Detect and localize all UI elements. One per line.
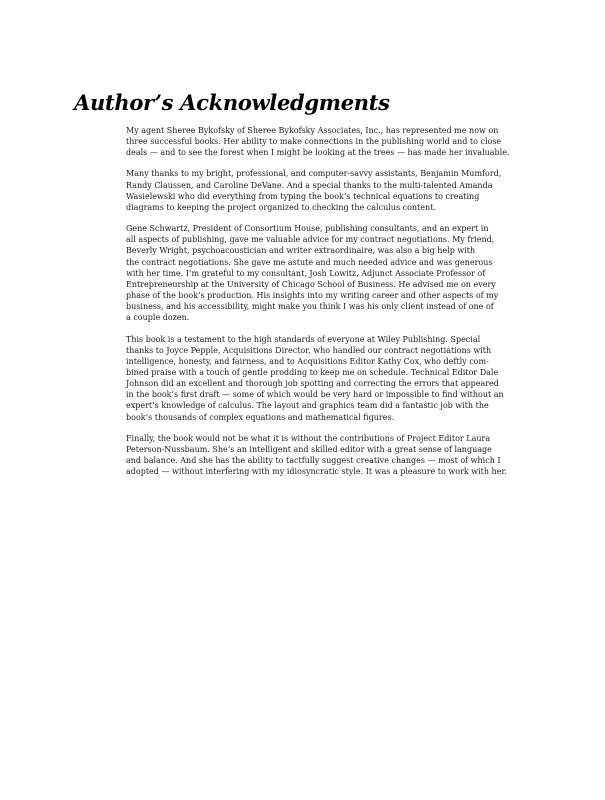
text-line: business, and his accessibility, might make you think I was his only client instead of one of (126, 302, 494, 312)
paragraph-project-editor (126, 433, 536, 478)
text-line: phase of the book’s production. His insights into my writing career and other aspects of my (126, 291, 499, 301)
acknowledgments-body (126, 125, 536, 487)
paragraph-assistants (126, 168, 536, 213)
text-line: My agent Sheree Bykofsky of Sheree Bykofsky Associates, Inc., has represented me now on (126, 126, 499, 135)
paragraph-wiley (126, 334, 536, 423)
text-line: Finally, the book would not be what it is without the contributions of Project Editor Laura (126, 433, 491, 443)
text-line: Many thanks to my bright, professional, and computer-savvy assistants, Benjamin Mumford, (126, 169, 502, 179)
text-line: thanks to Joyce Pepple, Acquisitions Director, who handled our contract negotiations with (126, 345, 492, 355)
text-line: diagrams to keeping the project organized to checking the calculus content. (126, 202, 436, 212)
text-line: with her time. I’m grateful to my consultant, Josh Lowitz, Adjunct Associate Professor of (126, 268, 486, 278)
text-line: Gene Schwartz, President of Consortium House, publishing consultants, and an expert in (126, 224, 489, 234)
page-title: Author’s Acknowledgments (74, 90, 390, 115)
text-line: Peterson-Nussbaum. She’s an intelligent and skilled editor with a great sense of language (126, 444, 492, 454)
text-line: adopted — without interfering with my idiosyncratic style. It was a pleasure to work with her. (126, 467, 507, 477)
paragraph-agent (126, 125, 536, 158)
text-line: Randy Claussen, and Caroline DeVane. And a special thanks to the multi-talented Amanda (126, 180, 493, 190)
text-line: Beverly Wright, psychoacoustician and writer extraordinaire, was also a big help with (126, 246, 476, 256)
text-line: all aspects of publishing, gave me valuable advice for my contract negotiations. My friend, (126, 235, 495, 245)
paragraph-consultants (126, 223, 536, 323)
text-line: and balance. And she has the ability to tactfully suggest creative changes — most of which I (126, 456, 501, 466)
text-line: expert’s knowledge of calculus. The layout and graphics team did a fantastic job with the (126, 401, 489, 411)
text-line: This book is a testament to the high standards of everyone at Wiley Publishing. Special (126, 334, 481, 344)
text-line: deals — and to see the forest when I might be looking at the trees — has made her invaluable. (126, 148, 510, 158)
text-line: intelligence, honesty, and fairness, and to Acquisitions Editor Kathy Cox, who deftly com- (126, 356, 489, 366)
text-line: in the book’s first draft — some of which would be very hard or impossible to find without an (126, 390, 504, 400)
text-line: Johnson did an excellent and thorough job spotting and correcting the errors that appeared (126, 379, 499, 389)
text-line: bined praise with a touch of gentle prodding to keep me on schedule. Technical Editor Dale (126, 367, 499, 377)
text-line: Wasielewski who did everything from typing the book’s technical equations to creating (126, 191, 480, 201)
text-line: Entrepreneurship at the University of Chicago School of Business. He advised me on every (126, 279, 496, 289)
text-line: three successful books. Her ability to make connections in the publishing world and to close (126, 137, 502, 147)
text-line: a couple dozen. (126, 313, 190, 323)
text-line: the contract negotiations. She gave me astute and much needed advice and was generous (126, 257, 493, 267)
text-line: book’s thousands of complex equations and mathematical figures. (126, 412, 395, 422)
